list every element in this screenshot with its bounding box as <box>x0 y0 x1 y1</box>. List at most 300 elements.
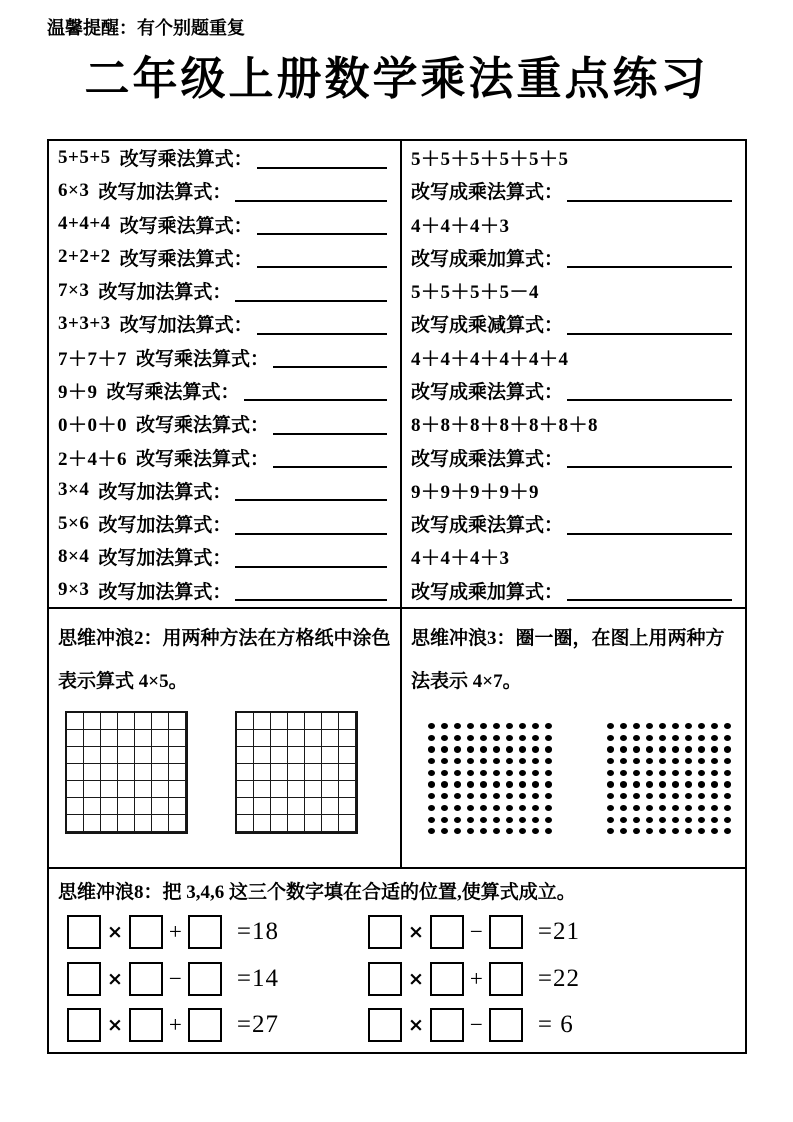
dot <box>519 758 526 764</box>
grid-cell <box>322 815 339 832</box>
answer-blank <box>235 546 387 568</box>
grid-cell <box>339 747 356 764</box>
grid-cell <box>339 781 356 798</box>
exercise-row <box>49 440 400 473</box>
equation-box <box>188 1008 222 1042</box>
grid-cell <box>169 764 186 781</box>
dot <box>685 793 692 799</box>
dot <box>532 735 539 741</box>
dot <box>724 817 731 823</box>
dot <box>607 746 614 752</box>
square-grids-area <box>65 711 400 834</box>
dot <box>724 828 731 834</box>
dot <box>493 758 500 764</box>
dot <box>545 746 552 752</box>
exercise-row <box>402 440 745 473</box>
grid-cell <box>118 747 135 764</box>
expression-text: 5×6 <box>58 512 90 534</box>
dot <box>480 805 487 811</box>
dot <box>519 735 526 741</box>
grid-cell <box>84 815 101 832</box>
equation-result: =21 <box>537 918 581 946</box>
dot <box>711 746 718 752</box>
exercise-label: 改写加法算式： <box>98 548 232 570</box>
dot <box>620 723 627 729</box>
dot <box>467 770 474 776</box>
equation-box <box>67 1008 101 1042</box>
square-grid <box>65 711 188 834</box>
grid-cell <box>84 713 101 730</box>
equation-box <box>430 915 464 949</box>
dot <box>646 781 653 787</box>
expression-text: 9＋9＋9＋9＋9 <box>411 481 540 503</box>
grid-cell <box>67 730 84 747</box>
grid-cell <box>118 815 135 832</box>
dot <box>467 746 474 752</box>
equation-box <box>368 962 402 996</box>
dot <box>454 758 461 764</box>
grid-cell <box>67 764 84 781</box>
dot <box>607 781 614 787</box>
dot <box>672 746 679 752</box>
grid-cell <box>169 730 186 747</box>
dot <box>698 758 705 764</box>
dot <box>454 770 461 776</box>
grid-cell <box>237 747 254 764</box>
exercise-label: 改写加法算式： <box>98 515 232 537</box>
dot <box>607 793 614 799</box>
dot <box>506 746 513 752</box>
dot <box>633 746 640 752</box>
exercise-label: 改写成乘法算式： <box>411 182 564 204</box>
grid-cell <box>254 815 271 832</box>
dot <box>506 758 513 764</box>
grid-cell <box>135 798 152 815</box>
dot <box>480 723 487 729</box>
exercise-row <box>49 174 400 207</box>
dot <box>607 723 614 729</box>
answer-blank <box>567 180 732 202</box>
dot <box>519 746 526 752</box>
dot <box>633 805 640 811</box>
dot <box>672 770 679 776</box>
dot <box>532 758 539 764</box>
equation-row <box>365 1002 580 1049</box>
dot <box>646 770 653 776</box>
grid-cell <box>118 713 135 730</box>
dot <box>441 723 448 729</box>
dot <box>685 723 692 729</box>
dot <box>620 758 627 764</box>
dot <box>672 781 679 787</box>
equation-result: =22 <box>537 964 581 992</box>
answer-blank <box>235 479 387 501</box>
answer-blank <box>273 346 387 368</box>
dot <box>545 723 552 729</box>
equation-box <box>129 1008 163 1042</box>
dot <box>519 781 526 787</box>
equation-row <box>64 909 349 956</box>
dot <box>441 817 448 823</box>
exercise-row <box>49 507 400 540</box>
dot <box>633 817 640 823</box>
equation-result: = 6 <box>537 1011 574 1039</box>
grid-cell <box>288 815 305 832</box>
rewrite-right-column <box>402 141 745 607</box>
dot <box>633 828 640 834</box>
expression-text: 8×4 <box>58 545 90 567</box>
dot <box>441 735 448 741</box>
exercise-row <box>402 474 745 507</box>
dot <box>620 793 627 799</box>
dot <box>428 828 435 834</box>
dot <box>659 828 666 834</box>
dot <box>659 781 666 787</box>
operator-sign: − <box>168 965 182 991</box>
dot <box>607 758 614 764</box>
dot <box>493 746 500 752</box>
dot <box>441 746 448 752</box>
equation-box <box>430 1008 464 1042</box>
dot <box>711 735 718 741</box>
thinking-wave-2-prompt: 思维冲浪2：用两种方法在方格纸中涂色表示算式 4×5。 <box>58 628 391 692</box>
dot <box>532 781 539 787</box>
dot <box>711 828 718 834</box>
dot <box>620 746 627 752</box>
operator-multiply: × <box>107 967 123 990</box>
grid-cell <box>101 781 118 798</box>
dot <box>506 805 513 811</box>
dot <box>480 746 487 752</box>
dot <box>428 746 435 752</box>
exercise-label: 改写乘法算式： <box>136 448 270 470</box>
grid-cell <box>101 730 118 747</box>
dot <box>685 817 692 823</box>
dot <box>633 735 640 741</box>
grid-cell <box>135 815 152 832</box>
dot <box>620 770 627 776</box>
equation-row <box>365 909 580 956</box>
dot <box>441 828 448 834</box>
dot <box>519 805 526 811</box>
grid-cell <box>288 764 305 781</box>
equation-box <box>188 962 222 996</box>
grid-cell <box>237 730 254 747</box>
dot <box>698 723 705 729</box>
grid-cell <box>305 815 322 832</box>
grid-cell <box>152 713 169 730</box>
expression-text: 6×3 <box>58 179 90 201</box>
dot-grid <box>607 723 737 840</box>
grid-cell <box>322 798 339 815</box>
expression-text: 4＋4＋4＋3 <box>411 548 510 570</box>
grid-cell <box>254 798 271 815</box>
grid-cell <box>237 798 254 815</box>
dot <box>724 735 731 741</box>
answer-blank <box>567 513 732 535</box>
grid-cell <box>254 713 271 730</box>
exercise-row <box>402 341 745 374</box>
answer-blank <box>235 180 387 202</box>
dot <box>506 828 513 834</box>
exercise-label: 改写乘法算式： <box>106 381 240 403</box>
exercise-row <box>49 274 400 307</box>
dot <box>659 735 666 741</box>
dot <box>467 723 474 729</box>
dot <box>532 828 539 834</box>
equation-row <box>64 956 349 1003</box>
exercise-row <box>402 573 745 606</box>
expression-text: 4＋4＋4＋3 <box>411 215 510 237</box>
dot <box>506 817 513 823</box>
dot <box>532 805 539 811</box>
grid-cell <box>101 764 118 781</box>
dot <box>633 723 640 729</box>
equation-box <box>430 962 464 996</box>
answer-blank <box>567 446 732 468</box>
expression-text: 3+3+3 <box>58 312 111 334</box>
answer-blank <box>235 513 387 535</box>
dot <box>724 781 731 787</box>
equation-box <box>489 915 523 949</box>
expression-text: 4＋4＋4＋4＋4＋4 <box>411 348 569 370</box>
dot <box>467 793 474 799</box>
grid-cell <box>101 713 118 730</box>
exercise-label: 改写成乘加算式： <box>411 248 564 270</box>
dot <box>519 828 526 834</box>
equation-groups <box>49 909 745 1049</box>
grid-cell <box>135 747 152 764</box>
dot <box>493 770 500 776</box>
grid-cell <box>67 798 84 815</box>
dot <box>467 781 474 787</box>
dot <box>711 770 718 776</box>
grid-cell <box>339 764 356 781</box>
dot <box>711 817 718 823</box>
dot <box>545 770 552 776</box>
dot <box>441 758 448 764</box>
dot <box>698 770 705 776</box>
dot <box>724 805 731 811</box>
reminder-note: 温馨提醒：有个别题重复 <box>47 18 245 38</box>
answer-blank <box>567 246 732 268</box>
grid-cell <box>271 730 288 747</box>
exercise-row <box>402 274 745 307</box>
exercise-row <box>49 474 400 507</box>
dot <box>646 793 653 799</box>
grid-cell <box>237 781 254 798</box>
grid-cell <box>322 781 339 798</box>
exercise-row <box>402 241 745 274</box>
dot <box>519 817 526 823</box>
exercise-label: 改写加法算式： <box>98 282 232 304</box>
dot <box>428 817 435 823</box>
grid-cell <box>169 747 186 764</box>
dot <box>467 735 474 741</box>
expression-text: 7×3 <box>58 279 90 301</box>
grid-cell <box>288 713 305 730</box>
dot <box>685 758 692 764</box>
equation-box <box>67 962 101 996</box>
equation-box <box>67 915 101 949</box>
dot <box>711 723 718 729</box>
grid-cell <box>152 747 169 764</box>
dot <box>532 817 539 823</box>
operator-sign: + <box>469 965 483 991</box>
dot <box>659 746 666 752</box>
grid-cell <box>118 764 135 781</box>
dot <box>633 793 640 799</box>
grid-cell <box>305 781 322 798</box>
dot <box>441 793 448 799</box>
exercise-label: 改写加法算式： <box>98 182 232 204</box>
exercise-row <box>402 507 745 540</box>
dot <box>711 793 718 799</box>
dot <box>454 805 461 811</box>
dot-grid <box>428 723 558 840</box>
dot <box>506 770 513 776</box>
rewrite-left-column <box>49 141 402 607</box>
thinking-wave-2-cell <box>49 609 402 867</box>
dot <box>493 735 500 741</box>
grid-cell <box>101 798 118 815</box>
grid-cell <box>237 764 254 781</box>
grid-cell <box>288 798 305 815</box>
exercise-label: 改写乘法算式： <box>136 415 270 437</box>
dot <box>532 770 539 776</box>
grid-cell <box>101 747 118 764</box>
dot <box>724 746 731 752</box>
dot <box>607 817 614 823</box>
exercise-label: 改写成乘法算式： <box>411 515 564 537</box>
dot <box>519 793 526 799</box>
dot <box>659 723 666 729</box>
page-title: 二年级上册数学乘法重点练习 <box>84 54 709 104</box>
dot <box>672 805 679 811</box>
grid-cell <box>135 781 152 798</box>
answer-blank <box>257 246 387 268</box>
dot <box>659 770 666 776</box>
exercise-label: 改写乘法算式： <box>119 248 253 270</box>
dot <box>620 735 627 741</box>
operator-multiply: × <box>408 1014 424 1037</box>
answer-blank <box>257 147 387 169</box>
grid-cell <box>339 798 356 815</box>
expression-text: 9×3 <box>58 579 90 601</box>
exercise-label: 改写成乘法算式： <box>411 448 564 470</box>
dot <box>480 735 487 741</box>
exercise-row <box>49 374 400 407</box>
dot <box>698 781 705 787</box>
grid-cell <box>135 730 152 747</box>
grid-cell <box>118 798 135 815</box>
dot <box>607 735 614 741</box>
dot <box>659 793 666 799</box>
expression-text: 3×4 <box>58 479 90 501</box>
dot <box>493 817 500 823</box>
grid-cell <box>322 747 339 764</box>
grid-cell <box>169 815 186 832</box>
dot <box>672 817 679 823</box>
grid-cell <box>67 781 84 798</box>
dot <box>659 805 666 811</box>
equation-result: =27 <box>236 1011 280 1039</box>
dot <box>441 770 448 776</box>
exercise-label: 改写乘法算式： <box>136 348 270 370</box>
expression-text: 5＋5＋5＋5＋5＋5 <box>411 149 569 171</box>
operator-multiply: × <box>107 921 123 944</box>
worksheet-table <box>47 139 747 1054</box>
dot <box>428 770 435 776</box>
expression-text: 5＋5＋5＋5－4 <box>411 282 540 304</box>
dot <box>467 758 474 764</box>
dot <box>620 781 627 787</box>
dot <box>480 770 487 776</box>
grid-cell <box>101 815 118 832</box>
grid-cell <box>305 747 322 764</box>
grid-cell <box>169 713 186 730</box>
dot <box>493 828 500 834</box>
dot <box>545 758 552 764</box>
grid-cell <box>305 764 322 781</box>
grid-cell <box>305 730 322 747</box>
expression-text: 0＋0＋0 <box>58 415 128 437</box>
answer-blank <box>235 280 387 302</box>
exercise-label: 改写成乘法算式： <box>411 381 564 403</box>
grid-cell <box>84 798 101 815</box>
dot <box>519 723 526 729</box>
dot <box>672 793 679 799</box>
dot <box>620 828 627 834</box>
dot <box>698 735 705 741</box>
expression-text: 5+5+5 <box>58 146 111 168</box>
dot <box>428 735 435 741</box>
dot <box>428 793 435 799</box>
dot <box>467 805 474 811</box>
exercise-label: 改写成乘减算式： <box>411 315 564 337</box>
exercise-row <box>49 573 400 606</box>
equation-box <box>368 915 402 949</box>
answer-blank <box>244 380 387 402</box>
dot <box>493 723 500 729</box>
dot <box>454 781 461 787</box>
exercise-label: 改写加法算式： <box>98 581 232 603</box>
dot <box>646 723 653 729</box>
dot <box>467 828 474 834</box>
answer-blank <box>235 579 387 601</box>
grid-cell <box>135 713 152 730</box>
dot <box>428 781 435 787</box>
grid-cell <box>152 764 169 781</box>
grid-cell <box>254 730 271 747</box>
exercise-label: 改写加法算式： <box>98 481 232 503</box>
expression-text: 2＋4＋6 <box>58 448 128 470</box>
equation-box <box>129 915 163 949</box>
dot <box>685 735 692 741</box>
exercise-row <box>402 540 745 573</box>
dot <box>646 817 653 823</box>
exercise-row <box>49 141 400 174</box>
dot <box>519 770 526 776</box>
answer-blank <box>257 313 387 335</box>
dot <box>545 805 552 811</box>
equation-box <box>489 962 523 996</box>
operator-sign: + <box>168 1012 182 1038</box>
dot <box>633 758 640 764</box>
grid-cell <box>84 730 101 747</box>
operator-sign: − <box>469 1012 483 1038</box>
dot <box>428 758 435 764</box>
